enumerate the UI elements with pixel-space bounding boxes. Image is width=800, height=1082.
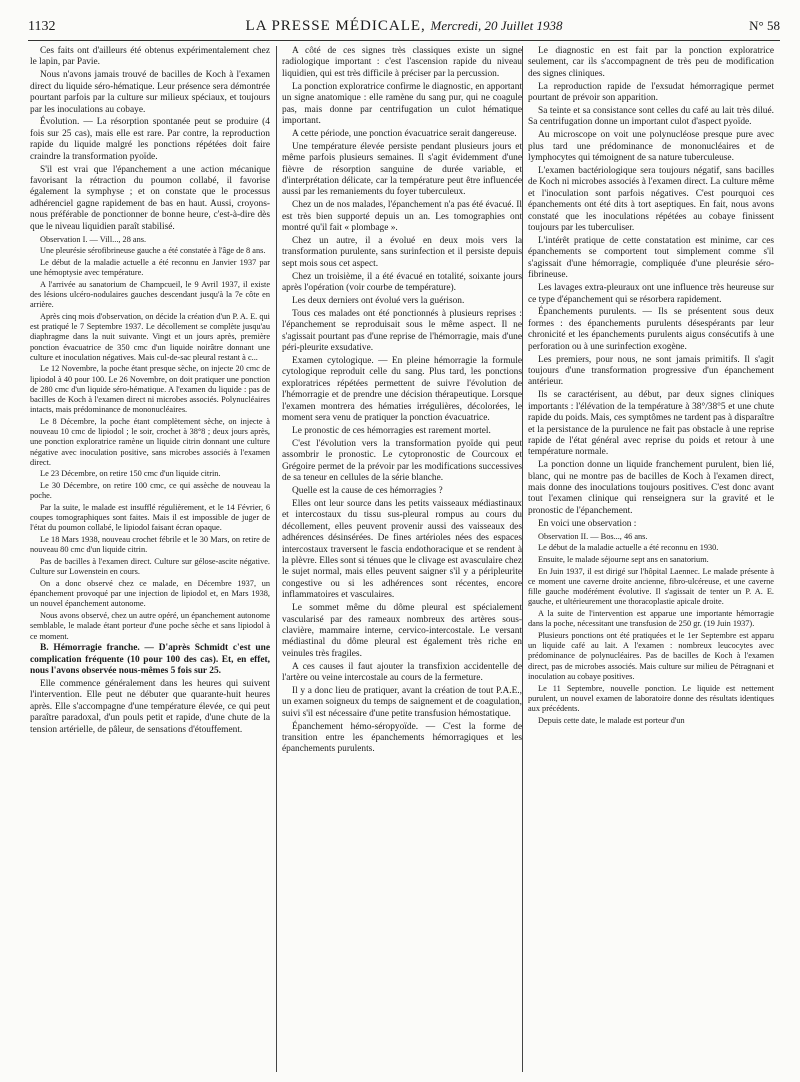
paragraph: Une pleurésie sérofibrineuse gauche a été constatée à l'âge de 8 ans. (40, 246, 266, 256)
paragraph: Les premiers, pour nous, ne sont jamais primitifs. Il s'agit toujours d'une transformation progressive d'un épanchement antérieur. (528, 354, 774, 388)
page-number: 1132 (28, 19, 56, 34)
paragraph: Au microscope on voit une polynucléose presque pure avec plus tard une prédominance de mononucléaires et de lymphocytes qui témoignent de sa nature tuberculeuse. (528, 130, 774, 164)
journal-name: LA PRESSE MÉDICALE, (245, 18, 426, 34)
paragraph: Le 11 Septembre, nouvelle ponction. Le liquide est nettement purulent, un nouvel examen de laboratoire donne des résultats identiques aux précédents. (528, 683, 774, 713)
paragraph: Chez un de nos malades, l'épanchement n'a pas été évacué. Il est très bien supporté depuis un an. Les tomographies ont montré qu'il fait « plombage ». (282, 200, 522, 234)
paragraph: B. Hémorragie franche. — D'après Schmidt c'est une complication fréquente (10 pour 100 des cas). Et, en effet, nous l'avons observée nous-mêmes 5 fois sur 25. (30, 643, 270, 677)
paragraph: Épanchement hémo-séropyoïde. — C'est la forme de transition entre les épanchements hémorragiques et les épanchements purulents. (282, 721, 522, 755)
paragraph: Observation II. — Bos..., 46 ans. (538, 531, 648, 541)
paragraph: Depuis cette date, le malade est porteur d'un (538, 715, 685, 725)
paragraph: Le 18 Mars 1938, nouveau crochet fébrile et le 30 Mars, on retire de nouveau 80 cmc d'un liquide citrin. (30, 535, 270, 555)
paragraph: Ces faits ont d'ailleurs été obtenus expérimentalement chez le lapin, par Pavie. (30, 46, 270, 68)
paragraph: Chez un autre, il a évolué en deux mois vers la transformation purulente, sans surinfection et il persiste depuis sept mois sous cet aspect. (282, 236, 522, 269)
running-title (88, 18, 720, 35)
paragraph: Elles ont leur source dans les petits vaisseaux médiastinaux et intercostaux du tissu sus-pleural rompus au cours du décollement, elles peuvent provenir aussi des vaisseaux des adhérences désinsérées. De fines artérioles nées des espaces intercostaux traversent le fascia endothoracique et se rendent à la plèvre. Elles sont si ténues que le clivage est avasculaire chez le sujet normal, mais elles peuvent saigner s'il y a péripleurite congestive ou si les adhérences sont récentes, encore inflammatoires et vasculaires. (282, 498, 522, 601)
paragraph: S'il est vrai que l'épanchement a une action mécanique favorisant la rétraction du poumon collabé, il favorise également la symphyse ; et on constate que le processus adhérenciel gagne rapidement de bas en haut. Aussi, croyons-nous préférable de ponctionner de bonne heure, c'est-à-dire dès que le niveau liquidien paraît stabilisé. (30, 164, 270, 232)
paragraph: Sa teinte et sa consistance sont celles du café au lait très dilué. Sa centrifugation donne un important culot d'aspect pyoïde. (528, 106, 774, 128)
paragraph: Tous ces malades ont été ponctionnés à plusieurs reprises : l'épanchement se reproduisait sous le même aspect. Il ne s'agissait pourtant pas d'une reprise de l'hémorragie, mais d'une péri-pleurite exsudative. (282, 308, 522, 354)
paragraph: Le début de la maladie actuelle a été reconnu en 1930. (538, 543, 719, 553)
paragraph: Ensuite, le malade séjourne sept ans en sanatorium. (538, 555, 709, 565)
column-right (528, 46, 774, 1074)
paragraph: Pas de bacilles à l'examen direct. Culture sur gélose-ascite négative. Culture sur Lowenstein en cours. (30, 557, 270, 577)
paragraph: Une température élevée persiste pendant plusieurs jours et même parfois plusieurs semaines. Il s'agit évidemment d'une fièvre de résorption sanguine de durée variable, et d'interprétation délicate, car la température peut être influencée aussi par les remaniements du foyer tuberculeux. (282, 141, 522, 198)
paragraph: Le 30 Décembre, on retire 100 cmc, ce qui assèche de nouveau la poche. (30, 481, 270, 501)
paragraph: Épanchements purulents. — Ils se présentent sous deux formes : des épanchements purulents désespérants par leur chronicité et les épanchements purulents aigus consécutifs à une perforation ou à une surinfection exogène. (528, 307, 774, 352)
paragraph: L'intérêt pratique de cette constatation est minime, car ces épanchements se comportent tout simplement comme s'il s'agissait d'une hémorragie, compliquée d'une pleurésie séro-fibrineuse. (528, 236, 774, 281)
paragraph: L'examen bactériologique sera toujours négatif, sans bacilles de Koch ni microbes associés à l'examen direct. La culture même et l'inoculation sont parfois négatives. C'est pourquoi ces épanchements ont été dits à tort aseptiques. En fait, nous avons constaté que les inoculations répétées au cobaye finissent toujours par les tuberculiser. (528, 166, 774, 234)
paragraph: On a donc observé chez ce malade, en Décembre 1937, un épanchement provoqué par une injection de lipiodol et, en Mars 1938, un nouvel épanchement autonome. (30, 579, 270, 609)
paragraph: Le pronostic de ces hémorragies est rarement mortel. (292, 426, 491, 436)
column-divider (522, 46, 523, 1072)
paragraph: Le 23 Décembre, on retire 150 cmc d'un liquide citrin. (40, 469, 221, 479)
paragraph: Après cinq mois d'observation, on décide la création d'un P. A. E. qui est pratiqué le 7 Septembre 1937. Le décollement se complète jusqu'au diaphragme dans la nuit suivante. Vingt et un jours après, première ponction évacuatrice de 350 cmc d'un liquide noirâtre donnant une culture et inoculation négatives. Mais cul-de-sac pleural restant à c... (30, 311, 270, 362)
paragraph: La ponction donne un liquide franchement purulent, bien lié, blanc, qui ne montre pas de bacilles de Koch à l'examen direct, mais donne des inoculations toujours positives. C'est donc avant tout l'examen clinique qui renseignera sur la gravité et le pronostic de l'épanchement. (528, 460, 774, 516)
paragraph: Examen cytologique. — En pleine hémorragie la formule cytologique reproduit celle du sang. Plus tard, les ponctions exploratrices répétées permettent de suivre l'évolution de l'hémorragie et de prendre une décision thérapeutique. Lorsque l'examen montrera des hématies irrégulières, décolorées, le moment sera venu de pratiquer la ponction évacuatrice. (282, 356, 522, 424)
column-left (30, 46, 270, 1074)
paragraph: A ces causes il faut ajouter la transfixion accidentelle de l'artère ou veine intercostale au cours de la fermeture. (282, 661, 522, 684)
paragraph: Ils se caractérisent, au début, par deux signes cliniques importants : l'élévation de la température à 38°/38°5 et une chute rapide du poids. Mais, ces symptômes ne tardent pas à disparaître et la persistance de la purulence ne fait pas obstacle à une reprise rapide de l'état général avec reprise du poids et retour à une température normale. (528, 390, 774, 458)
paragraph: A côté de ces signes très classiques existe un signe radiologique important : c'est l'ascension rapide du niveau liquidien, qui est très difficile à préciser par la percussion. (282, 46, 522, 79)
paragraph: Par la suite, le malade est insufflé régulièrement, et le 14 Février, 6 coupes tomographiques sont faites. Mais il est impossible de juger de l'état du poumon collabé, le lipiodol faisant écran opaque. (30, 503, 270, 533)
column-divider (276, 46, 277, 1072)
paragraph: La reproduction rapide de l'exsudat hémorragique permet pourtant de prévoir son apparition. (528, 81, 774, 104)
paragraph: Le diagnostic en est fait par la ponction exploratrice seulement, car ils s'accompagnent de très peu de modification des signes cliniques. (528, 46, 774, 79)
paragraph: Elle commence généralement dans les heures qui suivent l'intervention. Elle peut ne débuter que quarante-huit heures après. Elle s'accompagne d'une température élevée, ce qui peut paraître paradoxal, d'un pouls petit et rapide, d'une chute de la tension artérielle, de pâleur, de sensations d'étouffement. (30, 678, 270, 735)
paragraph: Chez un troisième, il a été évacué en totalité, soixante jours après l'opération (voir courbe de température). (282, 271, 522, 294)
paragraph: A l'arrivée au sanatorium de Champcueil, le 9 Avril 1937, il existe des lésions ulcéro-nodulaires gauches descendant jusqu'à la 7e côte en arrière. (30, 279, 270, 310)
paragraph: Le sommet même du dôme pleural est spécialement vascularisé par des rameaux nombreux des artères sous-clavière, mammaire interne, cervico-intercostale. Le versant médiastinal du dôme pleural est également très riche en veinules très fragiles. (282, 603, 522, 659)
paragraph: Il y a donc lieu de pratiquer, avant la création de tout P.A.E., un examen soigneux du temps de saignement et de coagulation, suivi s'il est nécessaire d'une petite transfusion hémostatique. (282, 685, 522, 719)
issue-date: Mercredi, 20 Juillet 1938 (430, 18, 563, 33)
paragraph: Quelle est la cause de ces hémorragies ? (292, 486, 443, 497)
paragraph: Les lavages extra-pleuraux ont une influence très heureuse sur ce type d'épanchement qui se résorbera rapidement. (528, 283, 774, 305)
paragraph: La ponction exploratrice confirme le diagnostic, en apportant un signe anatomique : elle ramène du sang pur, qui ne coagule pas, mais donne par centrifugation un culot hématique important. (282, 81, 522, 126)
paragraph: Évolution. — La résorption spontanée peut se produire (4 fois sur 25 cas), mais elle est rare. Par contre, la reproduction rapide du liquide malgré les ponctions répétées doit faire craindre la transformation pyoïde. (30, 117, 270, 162)
column-middle (282, 46, 522, 1074)
page-header (28, 18, 780, 41)
paragraph: En Juin 1937, il est dirigé sur l'hôpital Laennec. Le malade présente à ce moment une caverne droite ancienne, fibro-ulcéreuse, et une caverne fille gauche modérément évolutive. Il s'agissait de tenter un P. A. E. gauche, et ultérieurement une thoracoplastie apicale droite. (528, 566, 774, 607)
issue-number: N° 58 (749, 18, 780, 33)
paragraph: Nous avons observé, chez un autre opéré, un épanchement autonome semblable, le malade étant porteur d'une poche sèche et sans lipiodol à ce moment. (30, 611, 270, 641)
paragraph: A cette période, une ponction évacuatrice serait dangereuse. (292, 128, 517, 139)
paragraph: En voici une observation : (538, 518, 637, 529)
paragraph: Nous n'avons jamais trouvé de bacilles de Koch à l'examen direct du liquide séro-hématique. Leur présence sera démontrée pourtant parfois par la culture sur milieux spéciaux, et toujours par les inoculations au cobaye. (30, 70, 270, 115)
paragraph: Le 8 Décembre, la poche étant complètement sèche, on injecte à nouveau 10 cmc de lipiodol ; le soir, crochet à 38°8 ; deux jours après, une ponction exploratrice ramène un liquide citrin donnant une culture négative avec inoculation positive, sans microbes associés à l'examen direct. (30, 416, 270, 467)
paragraph: Plusieurs ponctions ont été pratiquées et le 1er Septembre est apparu un liquide café au lait. A l'examen : nombreux leucocytes avec prédominance de polynucléaires. Pas de bacilles de Koch à l'examen direct, pas de microbes associés. Mais culture sur milieu de Pétragnani et inoculation au cobaye positives. (528, 630, 774, 681)
paragraph: C'est l'évolution vers la transformation pyoïde qui peut assombrir le pronostic. Le cytopronostic de Courcoux et Grégoire permet de la prévoir par les modifications successives de sa teneur en cellules de la série blanche. (282, 438, 522, 484)
paragraph: Le 12 Novembre, la poche étant presque sèche, on injecte 20 cmc de lipiodol à 40 pour 100. Le 26 Novembre, on doit pratiquer une ponction de 280 cmc d'un liquide séro-hématique. A l'examen du liquide : pas de bacilles de Koch à l'examen direct ni microbes associés. Polynucléaires intacts, mais prédominance de mononucléaires. (30, 364, 270, 415)
paragraph: Le début de la maladie actuelle a été reconnu en Janvier 1937 par une hémoptysie avec température. (30, 257, 270, 278)
paragraph: Les deux derniers ont évolué vers la guérison. (292, 296, 465, 307)
paragraph: A la suite de l'intervention est apparue une importante hémorragie dans la poche, nécessitant une transfusion de 250 gr. (19 Juin 1937). (528, 609, 774, 629)
paragraph: Observation I. — Vill..., 28 ans. (40, 234, 147, 244)
